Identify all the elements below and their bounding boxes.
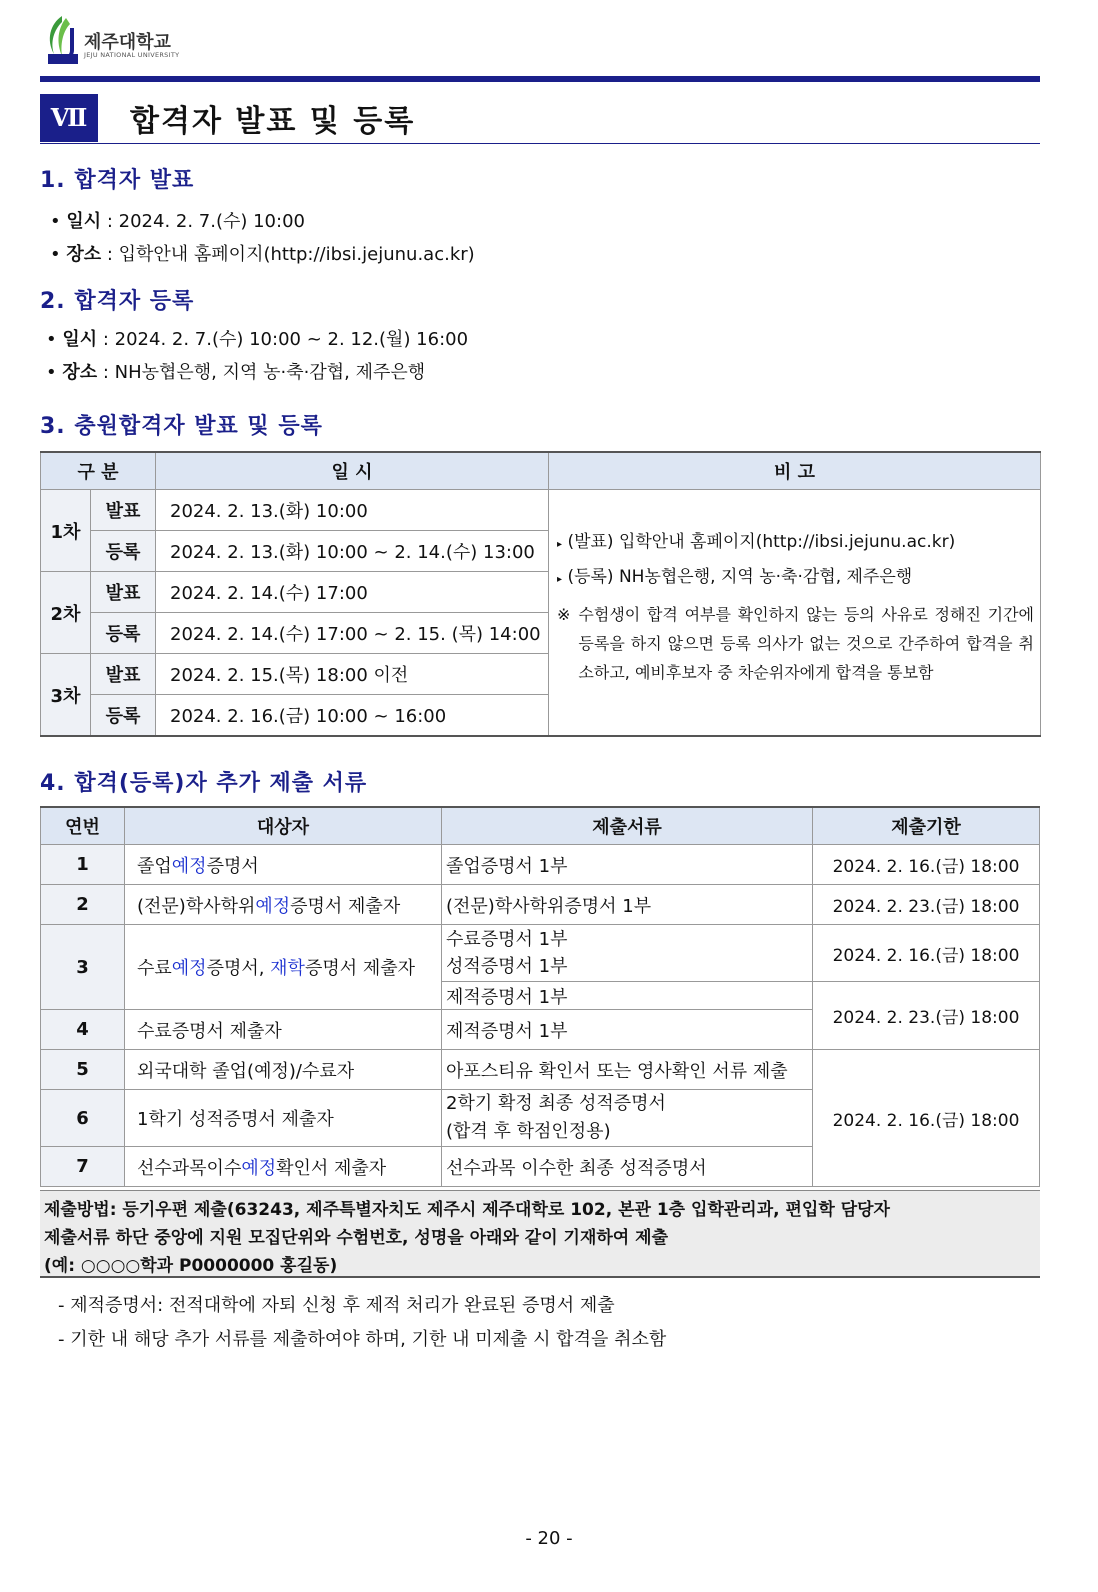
row-no: 5 [41, 1050, 125, 1090]
row-no: 6 [41, 1090, 125, 1147]
round-date: 2024. 2. 16.(금) 10:00 ~ 16:00 [156, 695, 549, 737]
row-document: (전문)학사학위증명서 1부 [442, 885, 813, 925]
method-line: 제출서류 하단 중앙에 지원 모집단위와 수험번호, 성명을 아래와 같이 기재하여 제출 [44, 1228, 668, 1248]
round-date: 2024. 2. 13.(화) 10:00 ~ 2. 14.(수) 13:00 [156, 531, 549, 572]
row-target: 선수과목이수예정확인서 제출자 [125, 1147, 442, 1187]
note-item: - 제적증명서: 전적대학에 자퇴 신청 후 제적 처리가 완료된 증명서 제출 [58, 1295, 615, 1316]
table-row [41, 1050, 1040, 1090]
bullet-value: : 2024. 2. 7.(수) 10:00 [101, 211, 305, 232]
submission-method-box [40, 1190, 1040, 1278]
kind-label: 발표 [91, 490, 156, 531]
row-target: 졸업예정증명서 [125, 845, 442, 885]
logo-name: 제주대학교 [84, 32, 171, 53]
section-title: 합격자 발표 및 등록 [130, 104, 416, 139]
kind-label: 등록 [91, 695, 156, 737]
table-row [41, 925, 1040, 982]
header-remarks: 비 고 [549, 452, 1041, 490]
row-document: 제적증명서 1부 [442, 1010, 813, 1050]
round-label: 1차 [41, 490, 91, 572]
row-no: 2 [41, 885, 125, 925]
triangle-bullet-icon: ▸ [557, 539, 563, 550]
table-row [41, 885, 1040, 925]
header-deadline: 제출기한 [813, 807, 1040, 845]
round-label: 3차 [41, 654, 91, 737]
bullet-label: 장소 [66, 244, 102, 265]
row-no: 1 [41, 845, 125, 885]
row-document: 아포스티유 확인서 또는 영사확인 서류 제출 [442, 1050, 813, 1090]
logo-subtitle: JEJU NATIONAL UNIVERSITY [84, 51, 180, 59]
round-date: 2024. 2. 14.(수) 17:00 ~ 2. 15. (목) 14:00 [156, 613, 549, 654]
header-bar [40, 76, 1040, 82]
page-number: - 20 - [525, 1528, 573, 1549]
bullet-value: : NH농협은행, 지역 농·축·감협, 제주은행 [97, 362, 426, 383]
method-line: 제출방법: 등기우편 제출(63243, 제주특별자치도 제주시 제주대학로 102, 본관 1층 입학관리과, 편입학 담당자 [44, 1200, 890, 1220]
header-target: 대상자 [125, 807, 442, 845]
bullet-label: 일시 [66, 211, 102, 232]
triangle-bullet-icon: ▸ [557, 574, 563, 585]
bullet-value: : 2024. 2. 7.(수) 10:00 ~ 2. 12.(월) 16:00 [97, 329, 469, 350]
subsection-title-2: 2. 합격자 등록 [40, 289, 195, 314]
row-document: 2학기 확정 최종 성적증명서 (합격 후 학점인정용) [442, 1090, 813, 1147]
bullet-label: 일시 [62, 329, 98, 350]
row-no: 7 [41, 1147, 125, 1187]
method-line: (예: ○○○○학과 P0000000 홍길동) [44, 1256, 338, 1276]
row-no: 3 [41, 925, 125, 1010]
row-target: 수료증명서 제출자 [125, 1010, 442, 1050]
remark-note [557, 600, 1034, 687]
row-document: 선수과목 이수한 최종 성적증명서 [442, 1147, 813, 1187]
remark-announce: (발표) 입학안내 홈페이지(http://ibsi.jejunu.ac.kr) [567, 532, 956, 552]
additional-documents-table [40, 806, 1040, 1187]
row-target: 수료예정증명서, 재학증명서 제출자 [125, 925, 442, 1010]
header-documents: 제출서류 [442, 807, 813, 845]
note-mark: ※ [557, 605, 571, 624]
subsection-title-3: 3. 충원합격자 발표 및 등록 [40, 414, 323, 439]
row-document: 졸업증명서 1부 [442, 845, 813, 885]
bullet-item: • 장소 : 입학안내 홈페이지(http://ibsi.jejunu.ac.kr) [50, 244, 475, 265]
kind-label: 등록 [91, 613, 156, 654]
additional-admission-table [40, 451, 1041, 737]
round-date: 2024. 2. 13.(화) 10:00 [156, 490, 549, 531]
bullet-label: 장소 [62, 362, 98, 383]
row-target: 1학기 성적증명서 제출자 [125, 1090, 442, 1147]
header-datetime: 일 시 [156, 452, 549, 490]
section-number: Ⅶ [40, 94, 98, 142]
row-deadline: 2024. 2. 16.(금) 18:00 [813, 845, 1040, 885]
header-no: 연번 [41, 807, 125, 845]
row-no: 4 [41, 1010, 125, 1050]
bullet-item: • 일시 : 2024. 2. 7.(수) 10:00 [50, 211, 305, 232]
row-deadline: 2024. 2. 16.(금) 18:00 [813, 925, 1040, 982]
kind-label: 발표 [91, 654, 156, 695]
row-deadline: 2024. 2. 23.(금) 18:00 [813, 982, 1040, 1050]
bullet-item: • 장소 : NH농협은행, 지역 농·축·감협, 제주은행 [46, 362, 426, 383]
subsection-title-4: 4. 합격(등록)자 추가 제출 서류 [40, 771, 368, 796]
row-target: 외국대학 졸업(예정)/수료자 [125, 1050, 442, 1090]
kind-label: 등록 [91, 531, 156, 572]
section-underline [40, 143, 1040, 144]
bullet-value: : 입학안내 홈페이지(http://ibsi.jejunu.ac.kr) [101, 244, 475, 265]
logo-emblem-icon [40, 14, 84, 66]
note-item: - 기한 내 해당 추가 서류를 제출하여야 하며, 기한 내 미제출 시 합격을 취소함 [58, 1329, 667, 1350]
header-category: 구 분 [41, 452, 156, 490]
bullet-item: • 일시 : 2024. 2. 7.(수) 10:00 ~ 2. 12.(월) 16:00 [46, 329, 469, 350]
row-target: (전문)학사학위예정증명서 제출자 [125, 885, 442, 925]
row-document: 제적증명서 1부 [442, 982, 813, 1010]
kind-label: 발표 [91, 572, 156, 613]
row-deadline: 2024. 2. 23.(금) 18:00 [813, 885, 1040, 925]
row-document: 수료증명서 1부 성적증명서 1부 [442, 925, 813, 982]
note-text: 수험생이 합격 여부를 확인하지 않는 등의 사유로 정해진 기간에 등록을 하지 않으면 등록 의사가 없는 것으로 간주하여 합격을 취소하고, 예비후보자 중 차순위자에게 합격을 통보함 [578, 605, 1034, 682]
round-date: 2024. 2. 14.(수) 17:00 [156, 572, 549, 613]
remarks-cell [549, 490, 1041, 737]
table-row [41, 845, 1040, 885]
remark-register: (등록) NH농협은행, 지역 농·축·감협, 제주은행 [567, 567, 913, 587]
round-label: 2차 [41, 572, 91, 654]
row-deadline: 2024. 2. 16.(금) 18:00 [813, 1050, 1040, 1187]
round-date: 2024. 2. 15.(목) 18:00 이전 [156, 654, 549, 695]
subsection-title-1: 1. 합격자 발표 [40, 168, 195, 193]
